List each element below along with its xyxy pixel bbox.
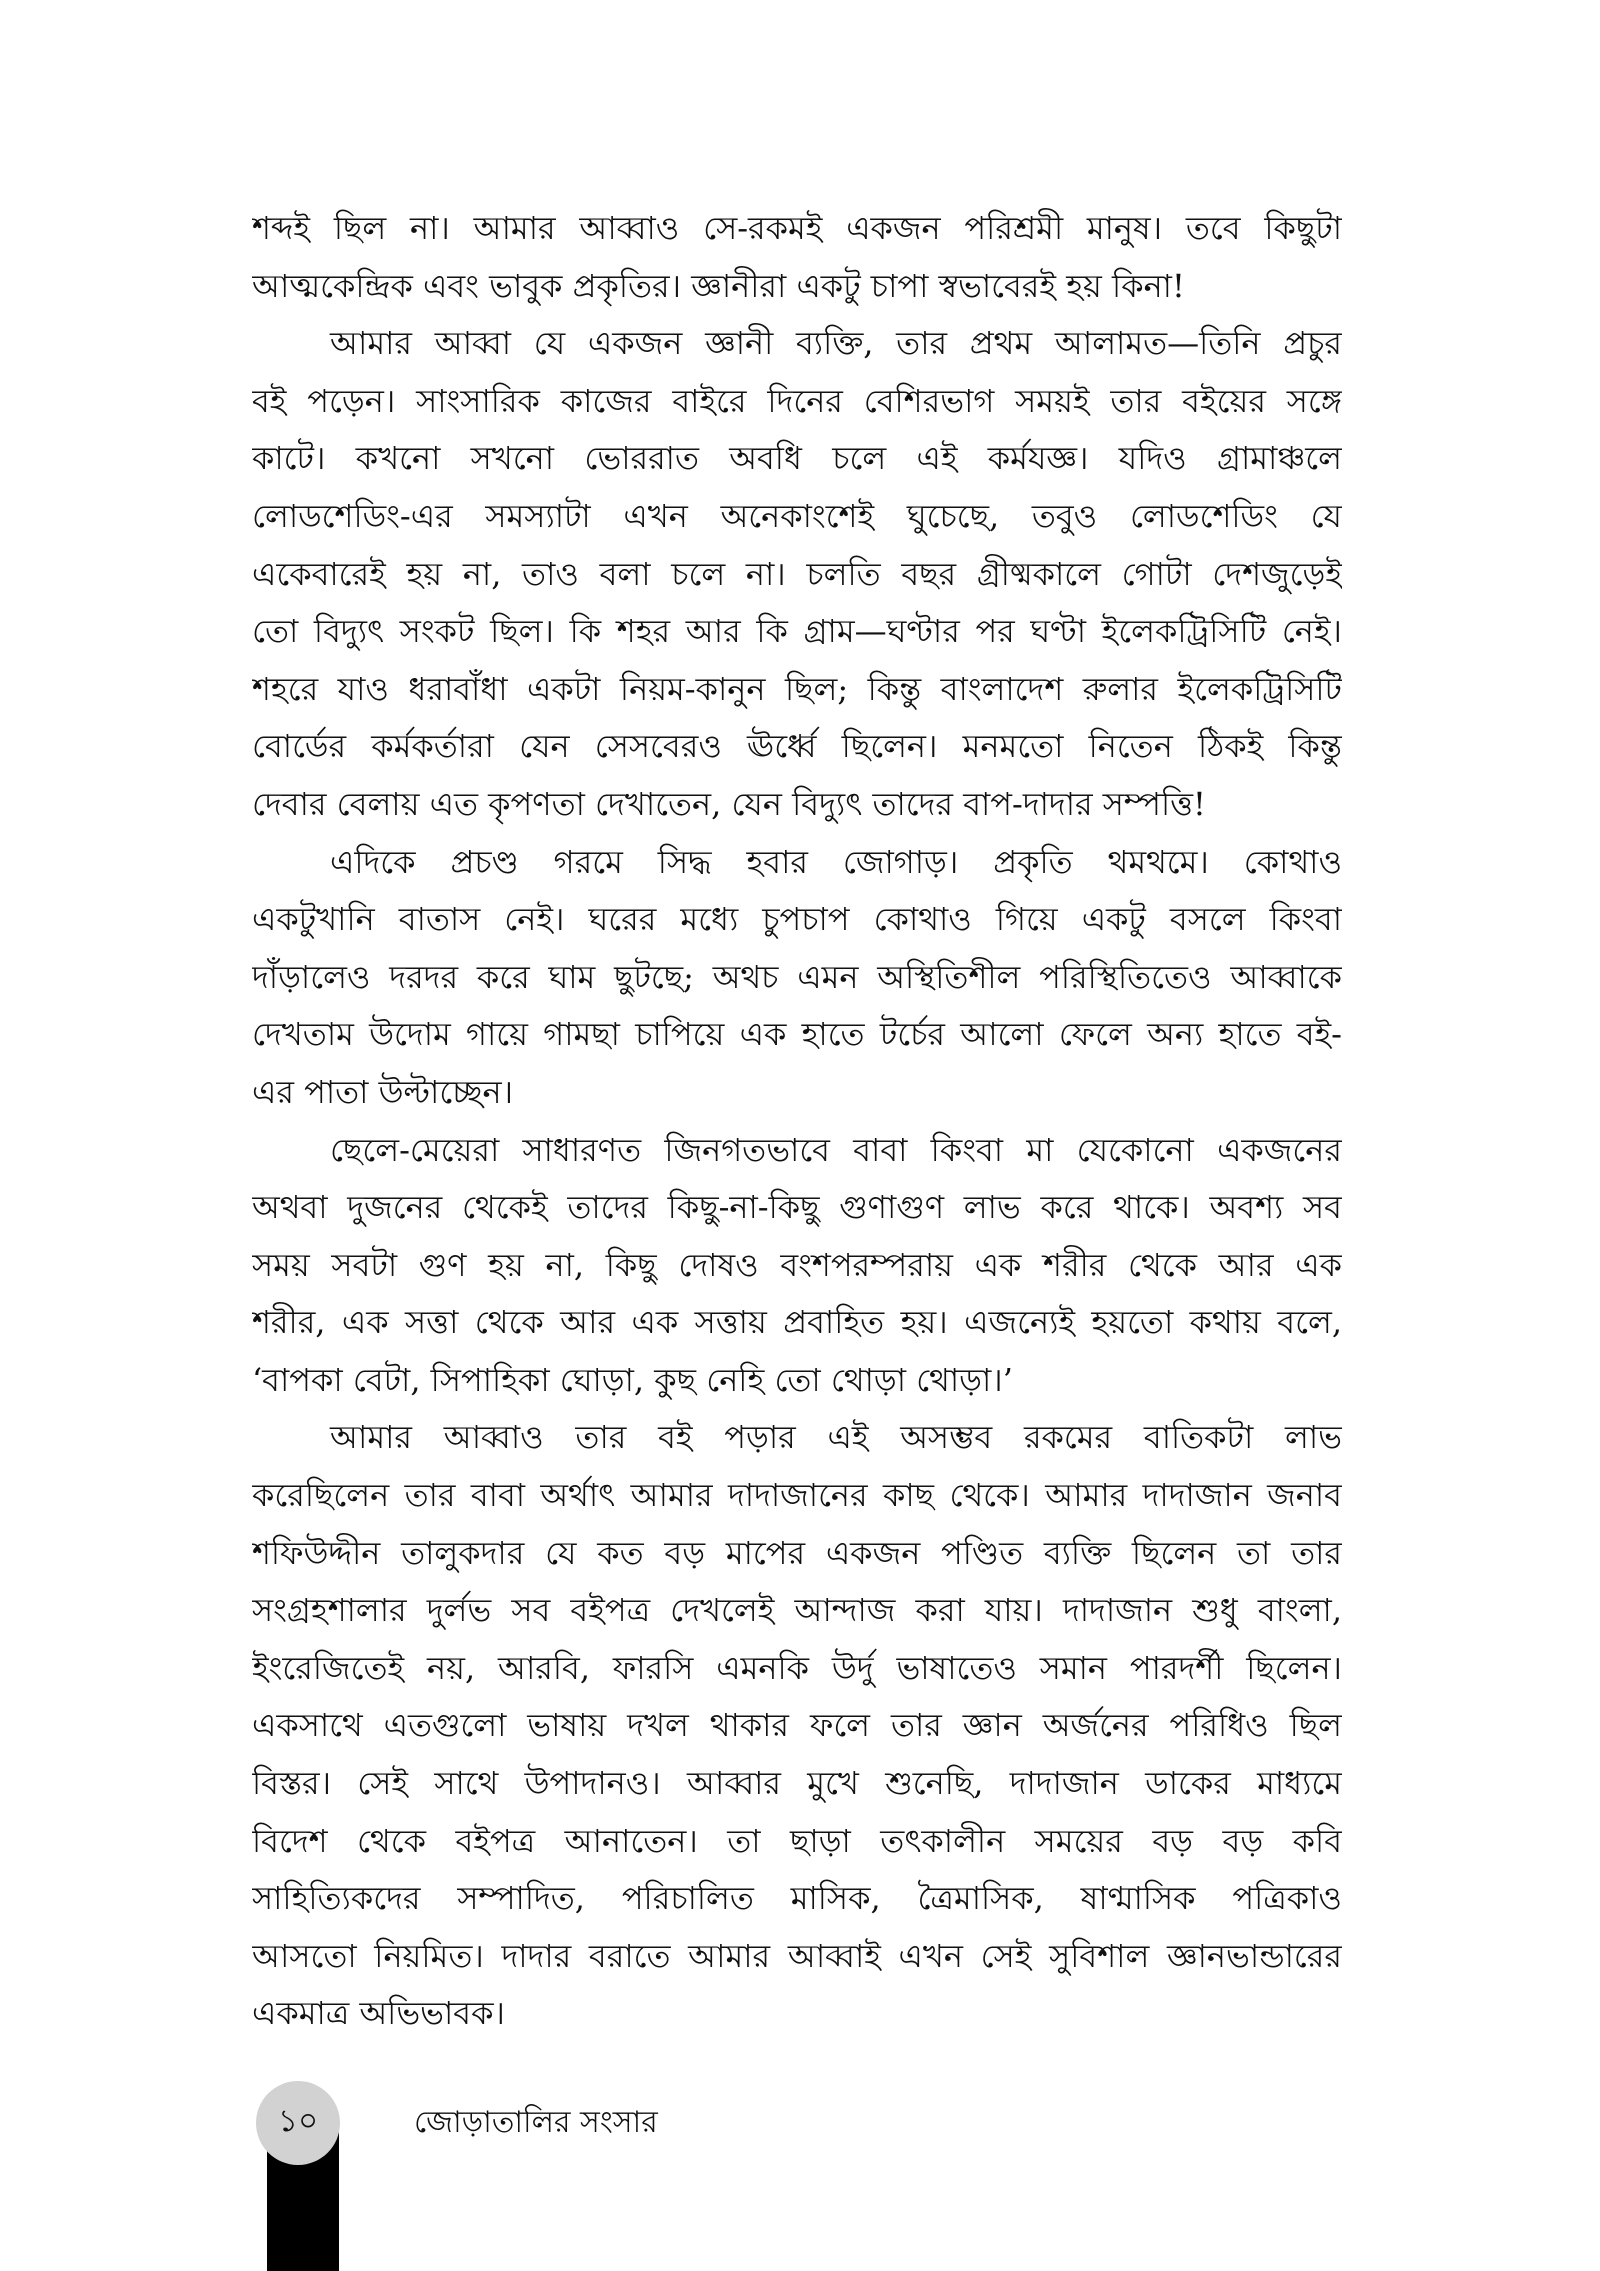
text-line: একমাত্র অভিভাবক। [252, 1994, 505, 2033]
text-line: একসাথে এতগুলো ভাষায় দখল থাকার ফলে তার জ্ঞান অর্জনের পরিধিও ছিল [252, 1706, 1342, 1745]
text-line: শরীর, এক সত্তা থেকে আর এক সত্তায় প্রবাহিত হয়। এজন্যেই হয়তো কথায় বলে, [252, 1303, 1342, 1342]
text-line: ইংরেজিতেই নয়, আরবি, ফারসি এমনকি উর্দু ভাষাতেও সমান পারদর্শী ছিলেন। [252, 1648, 1342, 1687]
paragraph-first-line: এদিকে প্রচণ্ড গরমে সিদ্ধ হবার জোগাড়। প্রকৃতি থমথমে। কোথাও [330, 842, 1342, 881]
text-line: করেছিলেন তার বাবা অর্থাৎ আমার দাদাজানের কাছ থেকে। আমার দাদাজান জনাব [252, 1476, 1342, 1515]
running-footer-title: জোড়াতালির সংসার [414, 2105, 658, 2140]
text-line: লোডশেডিং-এর সমস্যাটা এখন অনেকাংশেই ঘুচেছে, তবুও লোডশেডিং যে [252, 496, 1342, 535]
text-line: দেখতাম উদোম গায়ে গামছা চাপিয়ে এক হাতে টর্চের আলো ফেলে অন্য হাতে বই- [252, 1015, 1342, 1054]
paragraph-first-line: ছেলে-মেয়েরা সাধারণত জিনগতভাবে বাবা কিংবা মা যেকোনো একজনের [330, 1130, 1342, 1169]
page-number-badge [256, 2081, 340, 2165]
text-line: বই পড়েন। সাংসারিক কাজের বাইরে দিনের বেশিরভাগ সময়ই তার বইয়ের সঙ্গে [252, 381, 1342, 420]
text-line: ‘বাপকা বেটা, সিপাহিকা ঘোড়া, কুছ নেহি তো থোড়া থোড়া।’ [252, 1360, 1013, 1399]
text-line: সংগ্রহশালার দুর্লভ সব বইপত্র দেখলেই আন্দাজ করা যায়। দাদাজান শুধু বাংলা, [252, 1591, 1342, 1630]
paragraph-first-line: আমার আব্বাও তার বই পড়ার এই অসম্ভব রকমের বাতিকটা লাভ [330, 1418, 1342, 1457]
text-line: শফিউদ্দীন তালুকদার যে কত বড় মাপের একজন পণ্ডিত ব্যক্তি ছিলেন তা তার [252, 1533, 1342, 1572]
text-line: বোর্ডের কর্মকর্তারা যেন সেসবেরও ঊর্ধ্বে ছিলেন। মনমতো নিতেন ঠিকই কিন্তু [252, 727, 1342, 766]
page-number: ১০ [277, 2103, 319, 2139]
text-line: বিস্তর। সেই সাথে উপাদানও। আব্বার মুখে শুনেছি, দাদাজান ডাকের মাধ্যমে [252, 1764, 1342, 1803]
text-line: শব্দই ছিল না। আমার আব্বাও সে-রকমই একজন পরিশ্রমী মানুষ। তবে কিছুটা [252, 209, 1342, 247]
text-line: শহরে যাও ধরাবাঁধা একটা নিয়ম-কানুন ছিল; কিন্তু বাংলাদেশ রুলার ইলেকট্রিসিটি [252, 669, 1342, 708]
text-line: দেবার বেলায় এত কৃপণতা দেখাতেন, যেন বিদ্যুৎ তাদের বাপ-দাদার সম্পত্তি! [252, 784, 1206, 823]
text-line: একেবারেই হয় না, তাও বলা চলে না। চলতি বছর গ্রীষ্মকালে গোটা দেশজুড়েই [252, 554, 1342, 593]
text-line: সাহিত্যিকদের সম্পাদিত, পরিচালিত মাসিক, ত্রৈমাসিক, ষাণ্মাসিক পত্রিকাও [252, 1879, 1342, 1918]
text-line: আত্মকেন্দ্রিক এবং ভাবুক প্রকৃতির। জ্ঞানীরা একটু চাপা স্বভাবেরই হয় কিনা! [252, 266, 1185, 305]
text-line: দাঁড়ালেও দরদর করে ঘাম ছুটছে; অথচ এমন অস্থিতিশীল পরিস্থিতিতেও আব্বাকে [252, 957, 1342, 996]
text-line: আসতো নিয়মিত। দাদার বরাতে আমার আব্বাই এখন সেই সুবিশাল জ্ঞানভান্ডারের [252, 1936, 1342, 1975]
text-line: সময় সবটা গুণ হয় না, কিছু দোষও বংশপরম্পরায় এক শরীর থেকে আর এক [252, 1245, 1342, 1284]
text-line: বিদেশ থেকে বইপত্র আনাতেন। তা ছাড়া তৎকালীন সময়ের বড় বড় কবি [252, 1821, 1342, 1860]
text-line: অথবা দুজনের থেকেই তাদের কিছু-না-কিছু গুণাগুণ লাভ করে থাকে। অবশ্য সব [252, 1188, 1342, 1227]
paragraph-first-line: আমার আব্বা যে একজন জ্ঞানী ব্যক্তি, তার প্রথম আলামত—তিনি প্রচুর [330, 324, 1342, 363]
text-line: তো বিদ্যুৎ সংকট ছিল। কি শহর আর কি গ্রাম—ঘণ্টার পর ঘণ্টা ইলেকট্রিসিটি নেই। [252, 612, 1342, 651]
body-text [252, 200, 1342, 2043]
text-line: এর পাতা উল্টাচ্ছেন। [252, 1072, 514, 1111]
text-line: কাটে। কখনো সখনো ভোররাত অবধি চলে এই কর্মযজ্ঞ। যদিও গ্রামাঞ্চলে [252, 439, 1342, 478]
text-line: একটুখানি বাতাস নেই। ঘরের মধ্যে চুপচাপ কোথাও গিয়ে একটু বসলে কিংবা [252, 900, 1342, 939]
